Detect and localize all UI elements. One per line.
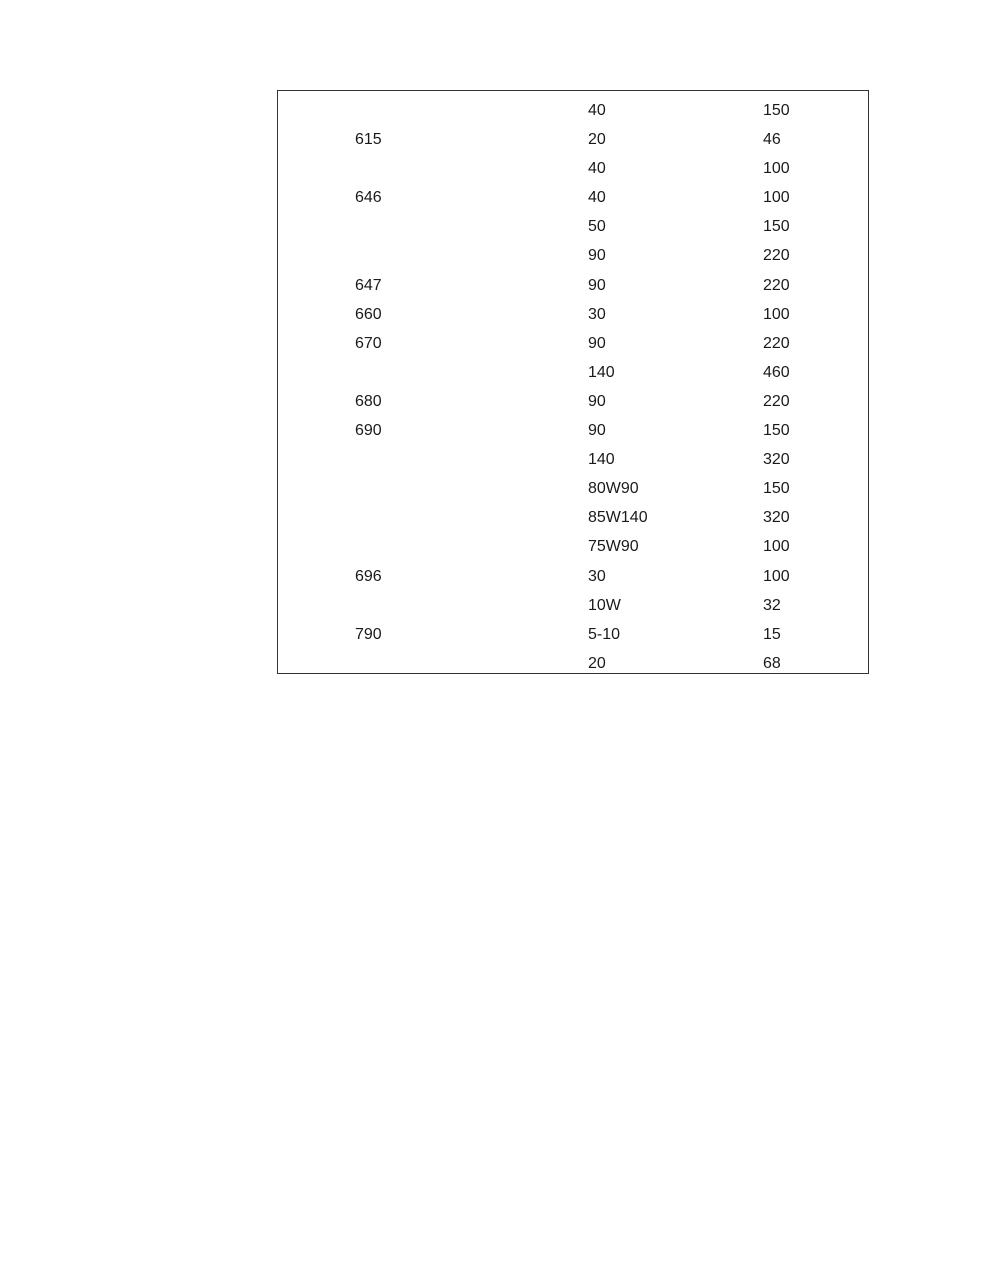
table-row [278,358,868,387]
table-row [278,241,868,270]
iso-cell: 46 [763,131,781,149]
table-row [278,183,868,212]
iso-cell: 320 [763,509,790,527]
iso-cell: 150 [763,102,790,119]
iso-cell: 320 [763,451,790,469]
grade-cell: 140 [588,451,615,469]
table-row [278,620,868,649]
table-row [278,503,868,532]
table-row [278,591,868,620]
table-row [278,271,868,300]
model-cell: 696 [355,567,382,585]
model-cell: 646 [355,189,382,207]
model-cell: 670 [355,334,382,352]
model-cell: 660 [355,305,382,323]
iso-cell: 100 [763,305,790,323]
iso-cell: 100 [763,567,790,585]
table-row [278,532,868,561]
iso-cell: 150 [763,480,790,498]
model-cell: 647 [355,276,382,294]
grade-cell: 75W90 [588,538,639,556]
iso-cell: 15 [763,625,781,643]
table-row [278,562,868,591]
table-row [278,416,868,445]
model-cell: 615 [355,131,382,149]
iso-cell: 100 [763,538,790,556]
grade-cell: 20 [588,654,606,672]
table-row [278,96,868,125]
table-row [278,387,868,416]
iso-cell: 68 [763,654,781,672]
model-cell: 690 [355,422,382,440]
grade-cell: 50 [588,218,606,236]
grade-cell: 30 [588,567,606,585]
model-cell: 790 [355,625,382,643]
grade-cell: 90 [588,392,606,410]
table-body [278,96,868,678]
iso-cell: 220 [763,392,790,410]
iso-cell: 150 [763,218,790,236]
grade-cell: 40 [588,189,606,207]
grade-cell: 90 [588,422,606,440]
grade-cell: 90 [588,247,606,265]
table-row [278,329,868,358]
grade-cell: 80W90 [588,480,639,498]
grade-cell: 90 [588,276,606,294]
table-row [278,445,868,474]
grade-cell: 40 [588,102,606,119]
model-cell: 680 [355,392,382,410]
iso-cell: 220 [763,276,790,294]
grade-cell: 140 [588,363,615,381]
iso-cell: 220 [763,247,790,265]
iso-cell: 100 [763,189,790,207]
grade-cell: 90 [588,334,606,352]
table-row [278,212,868,241]
table-row [278,154,868,183]
table-row [278,300,868,329]
grade-cell: 5-10 [588,625,621,643]
grade-cell: 20 [588,131,606,149]
grade-cell: 40 [588,160,606,178]
data-table [277,90,869,674]
table-row [278,474,868,503]
table-row [278,125,868,154]
iso-cell: 150 [763,422,790,440]
grade-cell: 85W140 [588,509,648,527]
grade-cell: 30 [588,305,606,323]
grade-cell: 10W [588,596,621,614]
iso-cell: 100 [763,160,790,178]
iso-cell: 32 [763,596,781,614]
table-row [278,649,868,678]
iso-cell: 460 [763,363,790,381]
iso-cell: 220 [763,334,790,352]
